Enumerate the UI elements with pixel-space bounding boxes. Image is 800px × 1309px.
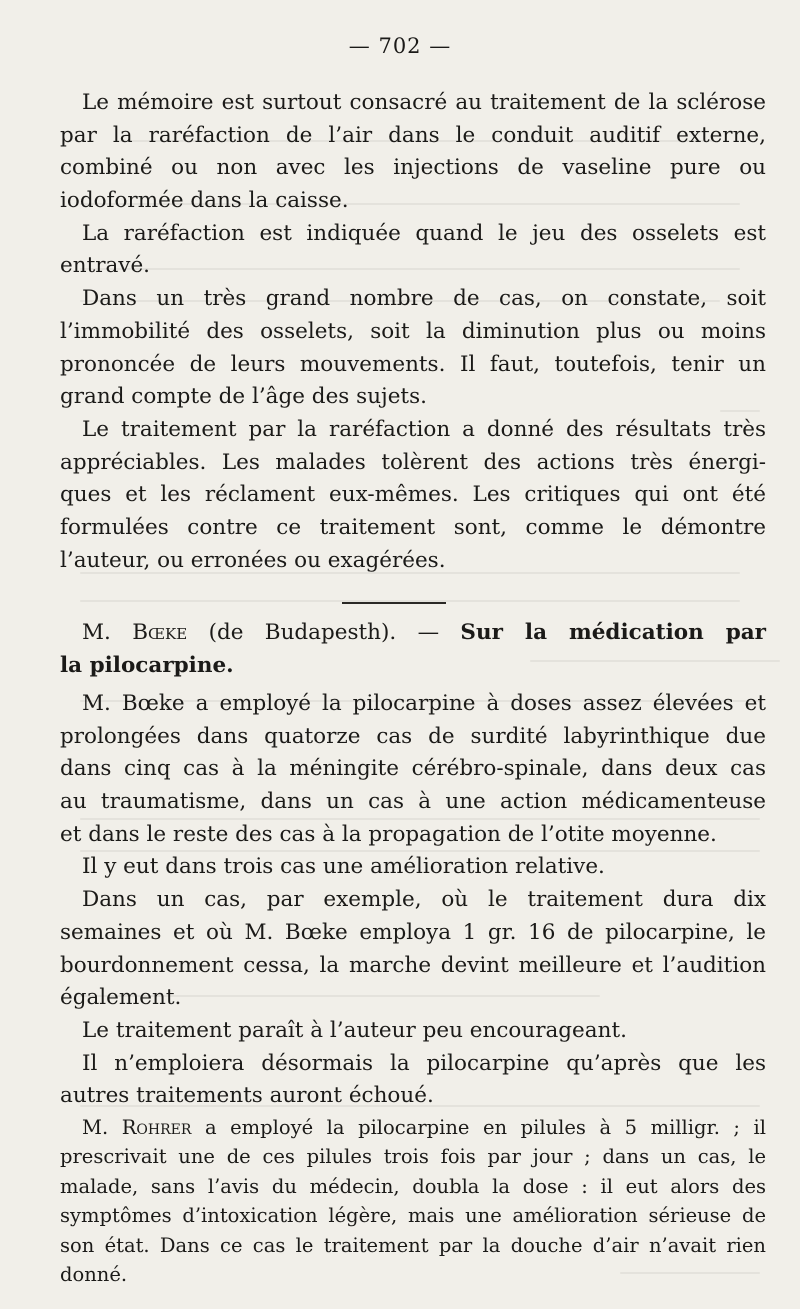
text-line: Le mémoire est surtout consacré au traitement de la sclérose	[82, 90, 766, 115]
heading-title-continued: la pilocarpine.	[60, 652, 234, 678]
text-line: Il n’emploiera désormais la pilocarpine qu’après que les	[82, 1050, 766, 1076]
paragraph-future-use	[60, 1048, 766, 1113]
paragraph-immobility	[60, 283, 766, 414]
section-heading	[60, 617, 766, 682]
text-line	[60, 1113, 766, 1142]
text-line: également.	[60, 985, 182, 1011]
main-text	[60, 87, 766, 577]
section-divider	[342, 602, 446, 604]
speaker-name: Rohrer	[121, 1116, 192, 1139]
text-line: grand compte de l’âge des sujets.	[60, 384, 427, 410]
text-line: formulées contre ce traitement sont, comme le démontre	[60, 514, 766, 540]
paragraph-boeke-cases	[60, 688, 766, 851]
text-line: Dans un cas, par exemple, où le traitement dura dix	[82, 887, 766, 913]
text-line: par la raréfaction de l’air dans le conduit auditif externe,	[60, 122, 766, 148]
text-line: bourdonnement cessa, la marche devint meilleure et l’audition	[60, 952, 766, 978]
text-line: dans cinq cas à la méningite cérébro-spinale, dans deux cas	[60, 756, 766, 782]
heading-author: Bœke	[132, 620, 188, 645]
text-line: Il y eut dans trois cas une amélioration relative.	[82, 854, 605, 880]
paragraph-rarefaction-intro	[60, 87, 766, 218]
rohrer-discussion	[60, 1113, 766, 1289]
text-line: et dans le reste des cas à la propagation de l’otite moyenne.	[60, 821, 717, 847]
text-line: M. Bœke a employé la pilocarpine à doses assez élevées et	[82, 691, 766, 716]
text-line: prolongées dans quatorze cas de surdité labyrinthique due	[60, 723, 766, 749]
paragraph-indication	[60, 218, 766, 283]
speaker-prefix: M.	[82, 1116, 109, 1139]
text-line: son état. Dans ce cas le traitement par la douche d’air n’avait rien	[60, 1233, 766, 1257]
paragraph-results	[60, 414, 766, 577]
text-line: Dans un très grand nombre de cas, on constate, soit	[82, 286, 766, 312]
text-line: l’immobilité des osselets, soit la diminution plus ou moins	[60, 318, 766, 344]
text-line: ques et les réclament eux-mêmes. Les critiques qui ont été	[60, 482, 766, 508]
text-line: au traumatisme, dans un cas à une action médicamenteuse	[60, 789, 766, 815]
text-line: Le traitement paraît à l’auteur peu encourageant.	[82, 1017, 627, 1043]
boeke-text	[60, 688, 766, 1113]
heading-title: Sur la médication par	[460, 620, 766, 645]
paragraph-example	[60, 884, 766, 1015]
text-line: autres traitements auront échoué.	[60, 1083, 434, 1109]
text-line: La raréfaction est indiquée quand le jeu des osselets est	[82, 220, 766, 246]
text-line: semaines et où M. Bœke employa 1 gr. 16 de pilocarpine, le	[60, 919, 766, 945]
heading-prefix: M.	[82, 620, 111, 645]
text-line: prescrivait une de ces pilules trois fois par jour ; dans un cas, le	[60, 1145, 766, 1169]
text-line: l’auteur, ou erronées ou exagérées.	[60, 547, 446, 573]
text-line: symptômes d’intoxication légère, mais une amélioration sérieuse de	[60, 1204, 766, 1228]
text-line: combiné ou non avec les injections de vaseline pure ou	[60, 155, 766, 181]
text-line: iodoformée dans la caisse.	[60, 188, 349, 214]
heading-place: (de Budapesth). —	[208, 620, 440, 645]
speaker-statement: a employé la pilocarpine en pilules à 5 milligr. ; il	[204, 1116, 767, 1139]
text-line: Le traitement par la raréfaction a donné des résultats très	[82, 416, 766, 442]
paragraph-improvement	[60, 851, 766, 884]
page-number: — 702 —	[348, 34, 452, 58]
heading-line	[60, 617, 766, 650]
text-line: donné.	[60, 1262, 128, 1286]
paragraph-discouraging	[60, 1015, 766, 1048]
text-line: malade, sans l’avis du médecin, doubla la dose : il eut alors des	[60, 1174, 766, 1198]
text-line: entravé.	[60, 253, 151, 279]
text-line: prononcée de leurs mouvements. Il faut, toutefois, tenir un	[60, 351, 766, 377]
text-line: appréciables. Les malades tolèrent des actions très énergi-	[60, 449, 766, 475]
